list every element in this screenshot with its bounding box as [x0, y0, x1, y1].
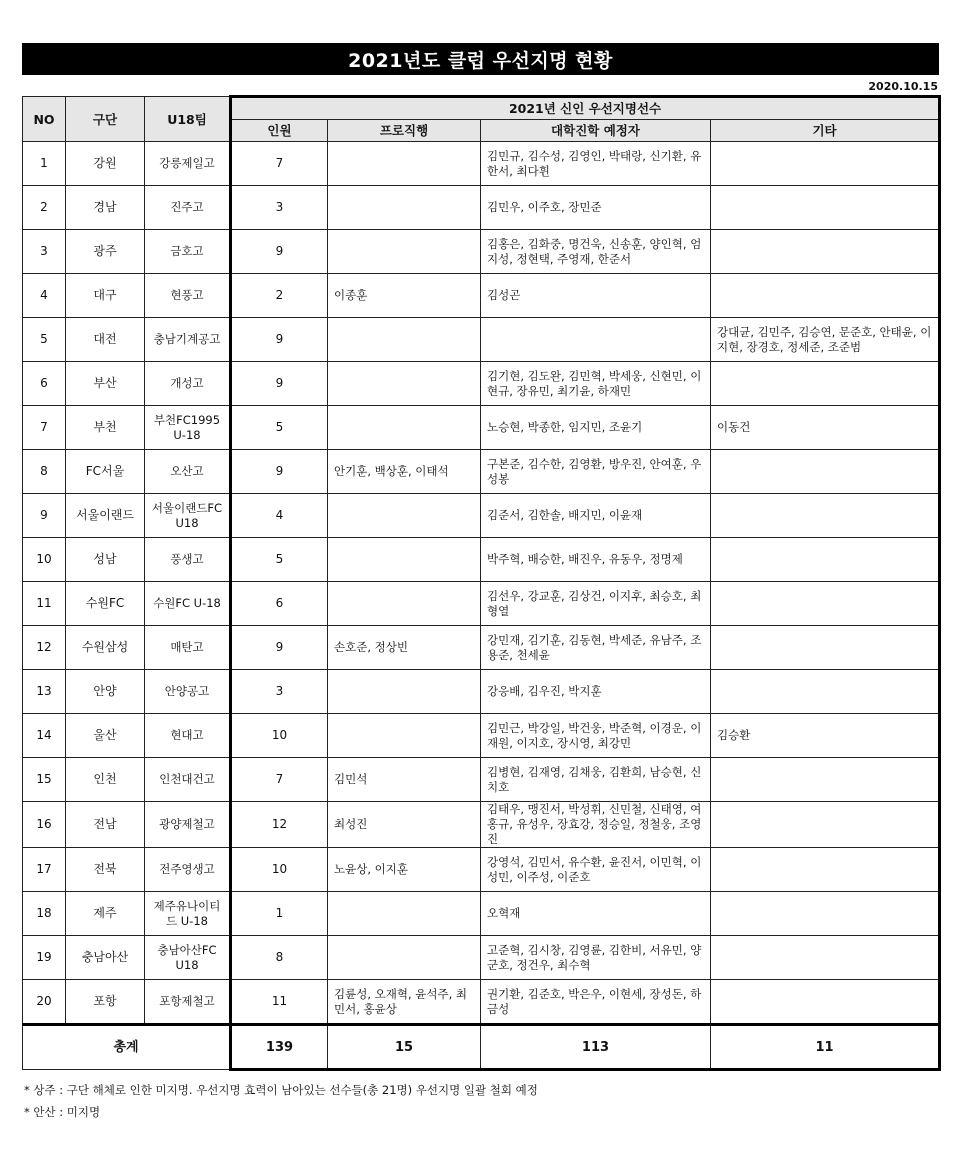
row-region: 안양: [66, 670, 145, 714]
row-pro: [328, 494, 481, 538]
row-count: 6: [231, 582, 328, 626]
row-region: FC서울: [66, 450, 145, 494]
row-pro: [328, 538, 481, 582]
row-pro: 안기훈, 백상훈, 이태석: [328, 450, 481, 494]
row-region: 성남: [66, 538, 145, 582]
row-univ: 김성곤: [481, 274, 711, 318]
table-row: [23, 626, 940, 670]
row-team: 부천FC1995 U-18: [145, 406, 231, 450]
row-count: 10: [231, 848, 328, 892]
row-region: 인천: [66, 758, 145, 802]
row-region: 광주: [66, 230, 145, 274]
row-count: 2: [231, 274, 328, 318]
row-team: 안양공고: [145, 670, 231, 714]
table-row: [23, 758, 940, 802]
table-row: [23, 362, 940, 406]
total-count: 139: [231, 1025, 328, 1070]
row-univ: 강민재, 김기훈, 김동현, 박세준, 유남주, 조용준, 천세윤: [481, 626, 711, 670]
row-univ: [481, 318, 711, 362]
row-univ: 강응배, 김우진, 박지훈: [481, 670, 711, 714]
row-team: 금호고: [145, 230, 231, 274]
row-team: 서울이랜드FC U18: [145, 494, 231, 538]
row-pro: [328, 142, 481, 186]
table-row: [23, 936, 940, 980]
row-team: 현대고: [145, 714, 231, 758]
row-other: [711, 230, 940, 274]
page-title: 2021년도 클럽 우선지명 현황: [22, 43, 939, 75]
table-row: [23, 892, 940, 936]
row-pro: [328, 406, 481, 450]
row-count: 12: [231, 802, 328, 848]
row-other: [711, 670, 940, 714]
row-team: 강릉제일고: [145, 142, 231, 186]
table-row: [23, 230, 940, 274]
row-region: 전남: [66, 802, 145, 848]
total-label: 총계: [23, 1025, 231, 1070]
row-region: 수원삼성: [66, 626, 145, 670]
row-univ: 김준서, 김한솔, 배지민, 이윤재: [481, 494, 711, 538]
footnote-sangju: * 상주 : 구단 해체로 인한 미지명. 우선지명 효력이 남아있는 선수들(총 21명) 우선지명 일괄 철회 예정: [24, 1083, 538, 1097]
row-no: 4: [23, 274, 66, 318]
row-other: [711, 362, 940, 406]
row-pro: [328, 582, 481, 626]
total-other: 11: [711, 1025, 940, 1070]
row-no: 2: [23, 186, 66, 230]
row-team: 충남기계공고: [145, 318, 231, 362]
table-row: [23, 274, 940, 318]
row-other: [711, 494, 940, 538]
row-team: 제주유나이티드 U-18: [145, 892, 231, 936]
row-team: 현풍고: [145, 274, 231, 318]
row-other: [711, 892, 940, 936]
row-no: 20: [23, 980, 66, 1025]
row-region: 부산: [66, 362, 145, 406]
row-no: 5: [23, 318, 66, 362]
row-other: [711, 582, 940, 626]
row-pro: 손호준, 정상빈: [328, 626, 481, 670]
row-no: 14: [23, 714, 66, 758]
table-row: [23, 450, 940, 494]
table-row: [23, 406, 940, 450]
row-other: [711, 186, 940, 230]
row-team: 진주고: [145, 186, 231, 230]
row-univ: 김기현, 김도완, 김민혁, 박세웅, 신현민, 이현규, 장유민, 최기윤, 하재민: [481, 362, 711, 406]
row-univ: 박주혁, 배승한, 배진우, 유동우, 정명제: [481, 538, 711, 582]
row-region: 수원FC: [66, 582, 145, 626]
row-no: 17: [23, 848, 66, 892]
row-pro: [328, 892, 481, 936]
row-team: 광양제철고: [145, 802, 231, 848]
row-other: [711, 936, 940, 980]
designation-table: [22, 95, 941, 1071]
table-row: [23, 318, 940, 362]
row-team: 포항제철고: [145, 980, 231, 1025]
header-univ: 대학진학 예정자: [481, 120, 711, 142]
row-univ: 강영석, 김민서, 유수환, 윤진서, 이민혁, 이성민, 이주성, 이준호: [481, 848, 711, 892]
row-team: 충남아산FC U18: [145, 936, 231, 980]
header-region: 구단: [66, 97, 145, 142]
row-count: 5: [231, 406, 328, 450]
row-univ: 김민우, 이주호, 장민준: [481, 186, 711, 230]
row-other: 김승환: [711, 714, 940, 758]
row-count: 5: [231, 538, 328, 582]
row-team: 인천대건고: [145, 758, 231, 802]
row-count: 9: [231, 362, 328, 406]
row-pro: [328, 670, 481, 714]
table-row: [23, 670, 940, 714]
row-other: [711, 980, 940, 1025]
table-row: [23, 980, 940, 1025]
total-univ: 113: [481, 1025, 711, 1070]
row-no: 1: [23, 142, 66, 186]
row-pro: [328, 362, 481, 406]
row-univ: 김태우, 맹진서, 박성휘, 신민철, 신태영, 여홍규, 유성우, 장효강, 정승일, 정철웅, 조영진: [481, 802, 711, 848]
row-univ: 김민근, 박강일, 박건웅, 박준혁, 이경운, 이재원, 이지호, 장시영, 최강민: [481, 714, 711, 758]
header-no: NO: [23, 97, 66, 142]
row-univ: 고준혁, 김시창, 김영륜, 김한비, 서유민, 양군호, 정건우, 최수혁: [481, 936, 711, 980]
header-count: 인원: [231, 120, 328, 142]
table-row: [23, 186, 940, 230]
row-region: 강원: [66, 142, 145, 186]
row-other: [711, 142, 940, 186]
row-region: 대구: [66, 274, 145, 318]
row-other: 강대균, 김민주, 김승연, 문준호, 안태윤, 이지현, 장경호, 정세준, 조준범: [711, 318, 940, 362]
table-row: [23, 494, 940, 538]
header-team: U18팀: [145, 97, 231, 142]
table-row: [23, 538, 940, 582]
row-univ: 김홍은, 김화중, 명건욱, 신송훈, 양인혁, 엄지성, 정현택, 주영재, 한준서: [481, 230, 711, 274]
row-univ: 김선우, 강교훈, 김상건, 이지후, 최승호, 최형열: [481, 582, 711, 626]
row-no: 9: [23, 494, 66, 538]
row-univ: 노승현, 박종한, 임지민, 조윤기: [481, 406, 711, 450]
row-no: 13: [23, 670, 66, 714]
row-count: 4: [231, 494, 328, 538]
row-pro: [328, 186, 481, 230]
row-no: 8: [23, 450, 66, 494]
row-team: 전주영생고: [145, 848, 231, 892]
row-count: 3: [231, 186, 328, 230]
row-region: 충남아산: [66, 936, 145, 980]
row-region: 경남: [66, 186, 145, 230]
total-pro: 15: [328, 1025, 481, 1070]
row-team: 오산고: [145, 450, 231, 494]
row-count: 9: [231, 230, 328, 274]
table-row: [23, 848, 940, 892]
row-count: 10: [231, 714, 328, 758]
row-other: [711, 848, 940, 892]
row-region: 대전: [66, 318, 145, 362]
row-region: 부천: [66, 406, 145, 450]
row-no: 3: [23, 230, 66, 274]
row-team: 풍생고: [145, 538, 231, 582]
row-region: 울산: [66, 714, 145, 758]
row-count: 7: [231, 142, 328, 186]
table-row: [23, 802, 940, 848]
row-univ: 김민규, 김수성, 김영인, 박태랑, 신기환, 유한서, 최다휜: [481, 142, 711, 186]
row-count: 9: [231, 626, 328, 670]
row-pro: 노윤상, 이지훈: [328, 848, 481, 892]
header-pro: 프로직행: [328, 120, 481, 142]
footnote-ansan: * 안산 : 미지명: [24, 1105, 101, 1119]
row-count: 7: [231, 758, 328, 802]
row-pro: [328, 318, 481, 362]
row-no: 18: [23, 892, 66, 936]
row-team: 개성고: [145, 362, 231, 406]
row-count: 11: [231, 980, 328, 1025]
row-pro: 김민석: [328, 758, 481, 802]
row-count: 8: [231, 936, 328, 980]
header-other: 기타: [711, 120, 940, 142]
row-region: 전북: [66, 848, 145, 892]
row-count: 3: [231, 670, 328, 714]
row-other: [711, 450, 940, 494]
row-region: 제주: [66, 892, 145, 936]
row-team: 매탄고: [145, 626, 231, 670]
row-pro: 이종훈: [328, 274, 481, 318]
row-no: 11: [23, 582, 66, 626]
row-other: [711, 758, 940, 802]
table-row: [23, 582, 940, 626]
row-count: 1: [231, 892, 328, 936]
header-group: 2021년 신인 우선지명선수: [231, 97, 940, 120]
row-no: 12: [23, 626, 66, 670]
table-row: [23, 714, 940, 758]
table-row: [23, 142, 940, 186]
date-label: 2020.10.15: [868, 80, 938, 93]
row-pro: [328, 936, 481, 980]
row-pro: [328, 714, 481, 758]
row-count: 9: [231, 318, 328, 362]
row-region: 서울이랜드: [66, 494, 145, 538]
row-other: [711, 538, 940, 582]
row-other: [711, 802, 940, 848]
row-univ: 오혁재: [481, 892, 711, 936]
row-univ: 김병현, 김재영, 김채웅, 김환희, 남승현, 신치호: [481, 758, 711, 802]
row-team: 수원FC U-18: [145, 582, 231, 626]
row-no: 19: [23, 936, 66, 980]
row-pro: 김륜성, 오재혁, 윤석주, 최민서, 홍윤상: [328, 980, 481, 1025]
row-other: [711, 274, 940, 318]
row-no: 6: [23, 362, 66, 406]
row-univ: 권기환, 김준호, 박은우, 이현세, 장성돈, 하금성: [481, 980, 711, 1025]
row-no: 15: [23, 758, 66, 802]
row-no: 10: [23, 538, 66, 582]
row-univ: 구본준, 김수한, 김영환, 방우진, 안여훈, 우성봉: [481, 450, 711, 494]
row-pro: 최성진: [328, 802, 481, 848]
row-other: [711, 626, 940, 670]
row-no: 16: [23, 802, 66, 848]
row-count: 9: [231, 450, 328, 494]
row-no: 7: [23, 406, 66, 450]
row-pro: [328, 230, 481, 274]
row-other: 이동건: [711, 406, 940, 450]
row-region: 포항: [66, 980, 145, 1025]
